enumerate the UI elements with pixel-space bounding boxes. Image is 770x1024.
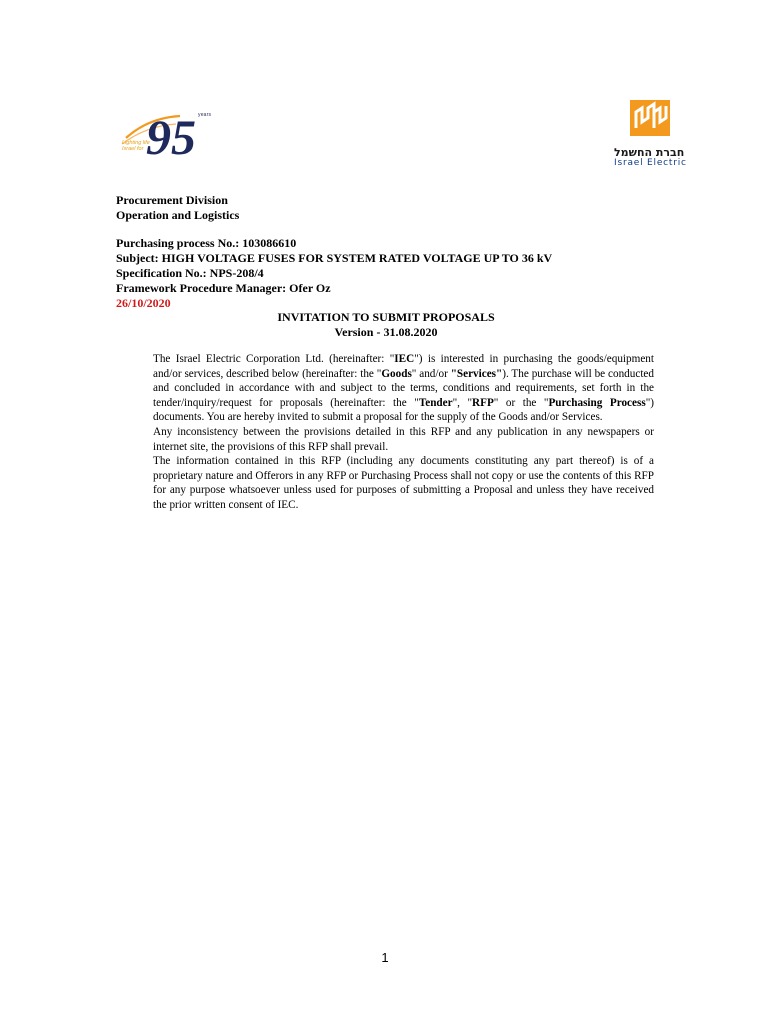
iec-hebrew-name: חברת החשמל	[614, 146, 685, 159]
procurement-division: Procurement Division	[116, 193, 228, 207]
israel-electric-logo	[612, 98, 692, 168]
page-number: 1	[381, 950, 389, 965]
paragraph-inconsistency: Any inconsistency between the provisions detailed in this RFP and any publication in any newspapers or internet site, the provisions of this RFP shall prevail.	[153, 425, 654, 453]
purchasing-process-number: Purchasing process No.: 103086610	[116, 236, 297, 250]
paragraph-intro: The Israel Electric Corporation Ltd. (hereinafter: "IEC") is interested in purchasing the goods/equipment and/or services, described below (hereinafter: the "Goods" and/or "Services"). The purchase will be conducted and concluded in accordance with and subject to the terms, conditions and requirements, set forth in the tender/inquiry/request for proposals (hereinafter: the "Tender", "RFP" or the "Purchasing Process") documents. You are hereby invited to submit a proposal for the supply of the Goods and/or Services.	[153, 353, 654, 424]
iec-95-years-logo	[118, 104, 218, 164]
paragraph-proprietary: The information contained in this RFP (including any documents constituting any part thereof) is of a proprietary nature and Offerors in any RFP or Purchasing Process shall not copy or use the contents of this RFP for any purpose whatsoever unless used for purposes of submitting a Proposal and unless they have received the prior written consent of IEC.	[153, 455, 654, 511]
logo-95-number: 95	[146, 109, 196, 164]
invitation-title: INVITATION TO SUBMIT PROPOSALS	[277, 310, 495, 324]
body-text	[153, 352, 654, 513]
logo-years-label: years	[198, 112, 212, 118]
iec-mark-icon	[630, 98, 674, 138]
operation-logistics: Operation and Logistics	[116, 208, 240, 222]
specification-number: Specification No.: NPS-208/4	[116, 266, 264, 280]
document-date: 26/10/2020	[116, 296, 171, 310]
subject-line: Subject: HIGH VOLTAGE FUSES FOR SYSTEM RATED VOLTAGE UP TO 36 kV	[116, 251, 553, 265]
version-label: Version - 31.08.2020	[334, 325, 438, 339]
iec-english-name: Israel Electric	[614, 158, 687, 168]
procedure-manager: Framework Procedure Manager: Ofer Oz	[116, 281, 331, 295]
logo-tagline: Lighting life Israel for	[122, 140, 150, 152]
